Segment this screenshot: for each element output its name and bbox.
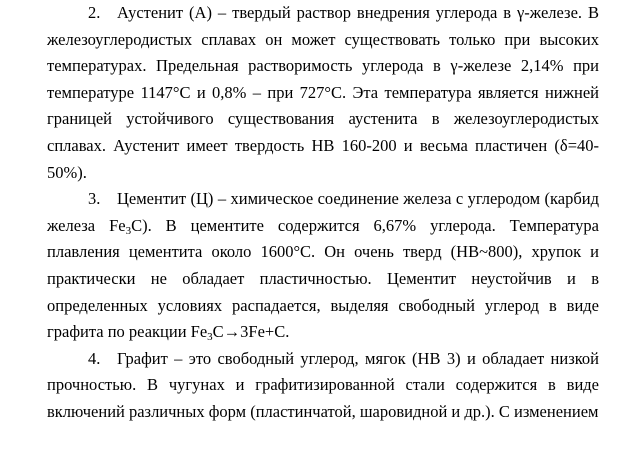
paragraph-text: Графит – это свободный углерод, мягок (НВ 3) и обладает низкой прочностью. В чугунах и графитизированной стали содержится в виде включений различных форм (пластинчатой, шаровидной и др.). С изменением bbox=[47, 348, 599, 421]
paragraph-number: 3. bbox=[88, 189, 101, 209]
paragraph-text: Цементит (Ц) – химическое соединение железа с углеродом (карбид железа Fe bbox=[47, 189, 599, 235]
paragraph-graphite bbox=[47, 346, 599, 426]
subscript: 3 bbox=[125, 224, 132, 237]
paragraph-text: Аустенит (А) – твердый раствор внедрения углерода в γ-железе. В железоуглеродистых сплавах он может существовать только при высоких температурах. Предельная растворимость углерода в γ-железе 2,14% при температуре 1147°С и 0,8% – при 727°С. Эта температура является нижней границей устойчивого существования аустенита в железоуглеродистых сплавах. Аустенит имеет твердость НВ 160-200 и весьма пластичен (δ=40-50%). bbox=[47, 3, 599, 182]
paragraph-text: C). В цементите содержится 6,67% углерода. Температура плавления цементита около 1600°С. Он очень тверд (НВ~800), хрупок и практически не обладает пластичностью. Цементит неустойчив и в определенных условиях распадается, выделяя свободный углерод в виде графита по реакции Fe bbox=[47, 215, 599, 342]
paragraph-cementite bbox=[47, 186, 599, 346]
paragraph-number: 4. bbox=[88, 348, 101, 368]
document-page bbox=[47, 0, 599, 426]
subscript: 3 bbox=[207, 331, 213, 344]
paragraph-text: C→3Fe+C. bbox=[212, 322, 290, 342]
paragraph-number: 2. bbox=[88, 3, 101, 22]
paragraph-austenite bbox=[47, 0, 599, 186]
